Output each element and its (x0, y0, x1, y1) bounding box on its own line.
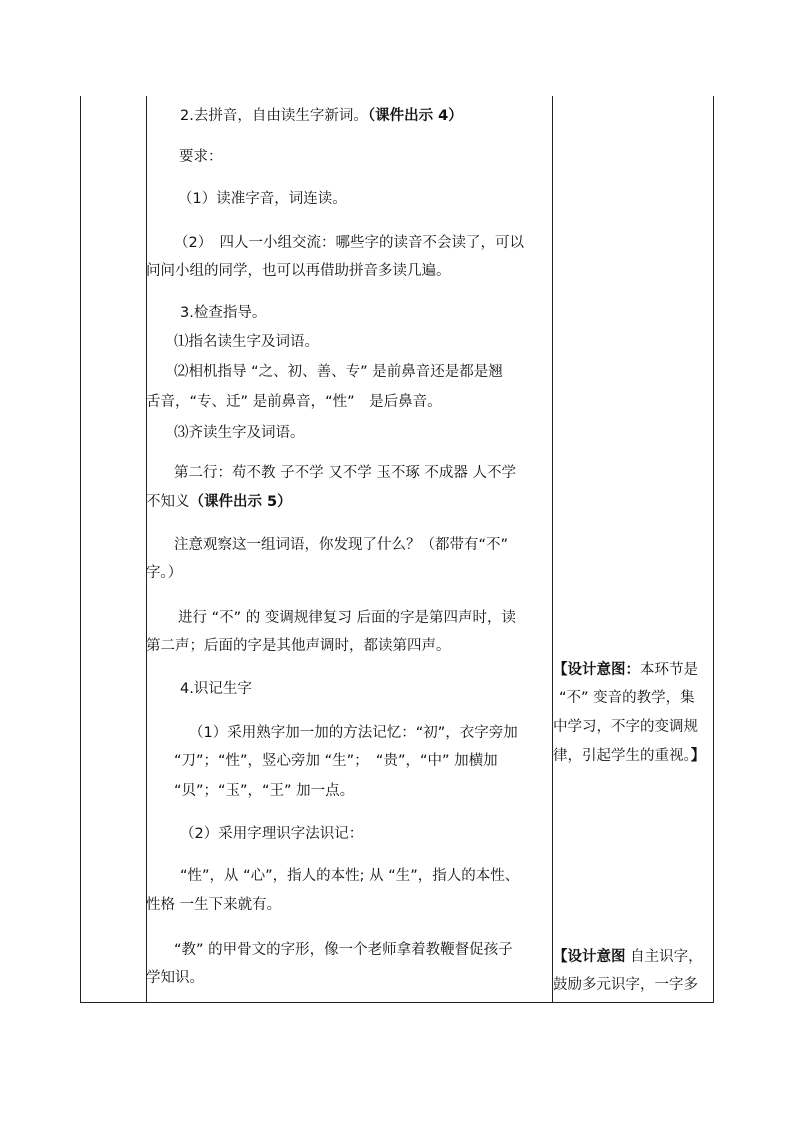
step-3-heading: 3.检查指导。 (180, 305, 267, 321)
check-item-2-line-2: 舌音，“专、迁” 是前鼻音，“性” 是后鼻音。 (146, 394, 442, 410)
tone-rule-line-1: 进行 “不” 的 变调规律复习 后面的字是第四声时，读 (178, 610, 516, 626)
table-border-bottom (80, 1002, 714, 1003)
table-divider-2 (552, 96, 553, 1003)
jiao-explanation-line-2: 学知识。 (146, 970, 204, 986)
memorize-method-1-line-3: “贝”；“玉”，“王” 加一点。 (174, 783, 355, 799)
design-intent-1-line-4: 律，引起学生的重视。】 (553, 748, 706, 764)
jiao-explanation-line-1: “教” 的甲骨文的字形，像一个老师拿着教鞭督促孩子 (174, 942, 513, 958)
design-intent-1-label: 【设计意图： (553, 662, 640, 678)
design-intent-2-line-2: 鼓励多元识字，一字多 (553, 977, 698, 993)
observe-line-2: 字。） (146, 565, 183, 581)
xing-explanation-line-1: “性”，从 “心”，指人的本性; 从 “生”，指人的本性、 (180, 868, 520, 884)
step-2-text: 2.去拼音，自由读生字新词。 (180, 108, 368, 124)
requirement-2-line-2: 问问小组的同学，也可以再借助拼音多读几遍。 (146, 263, 451, 279)
memorize-method-1-line-1: （1）采用熟字加一加的方法记忆：“初”，衣字旁加 (189, 725, 518, 741)
tone-rule-line-2: 第二声；后面的字是其他声调时，都读第四声。 (146, 638, 451, 654)
design-intent-1-line-2: “不” 变音的教学，集 (559, 690, 695, 706)
step-4-heading: 4.识记生字 (180, 681, 252, 697)
table-divider-1 (146, 96, 147, 1003)
courseware-note-4: （课件出示 4） (367, 108, 463, 124)
step-2-heading (180, 107, 463, 125)
second-row-words-cont (146, 493, 292, 511)
design-intent-2-line-1: 【设计意图 自主识字， (553, 949, 703, 965)
second-row-words: 第二行：苟不教 子不学 又不学 玉不琢 不成器 人不学 (174, 465, 517, 481)
design-intent-1-line-3: 中学习，不字的变调规 (553, 719, 698, 735)
table-border-left (80, 96, 81, 1003)
courseware-note-5: （课件出示 5） (189, 494, 292, 510)
check-item-2-line-1: ⑵相机指导 “之、初、善、专” 是前鼻音还是都是翘 (174, 364, 503, 380)
word-bu-zhi-yi: 不知义 (146, 494, 190, 510)
xing-explanation-line-2: 性格 一生下来就有。 (146, 897, 282, 913)
design-intent-1-line-1: 【设计意图：本环节是 (553, 662, 698, 678)
check-item-3: ⑶齐读生字及词语。 (174, 425, 305, 441)
memorize-method-1-line-2: “刀”；“性”，竖心旁加 “生”； “贵”，“中” 加横加 (174, 753, 498, 769)
observe-line-1: 注意观察这一组词语，你发现了什么？（都带有“不” (174, 537, 509, 553)
design-intent-2-label: 【设计意图 (553, 949, 626, 965)
check-item-1: ⑴指名读生字及词语。 (174, 334, 319, 350)
memorize-method-2: （2）采用字理识字法识记： (180, 826, 364, 842)
requirements-label: 要求： (179, 149, 223, 165)
table-border-right (713, 96, 714, 1003)
requirement-2-line-1: （2） 四人一小组交流：哪些字的读音不会读了，可以 (174, 235, 524, 251)
requirement-1: （1）读准字音，词连读。 (178, 191, 347, 207)
